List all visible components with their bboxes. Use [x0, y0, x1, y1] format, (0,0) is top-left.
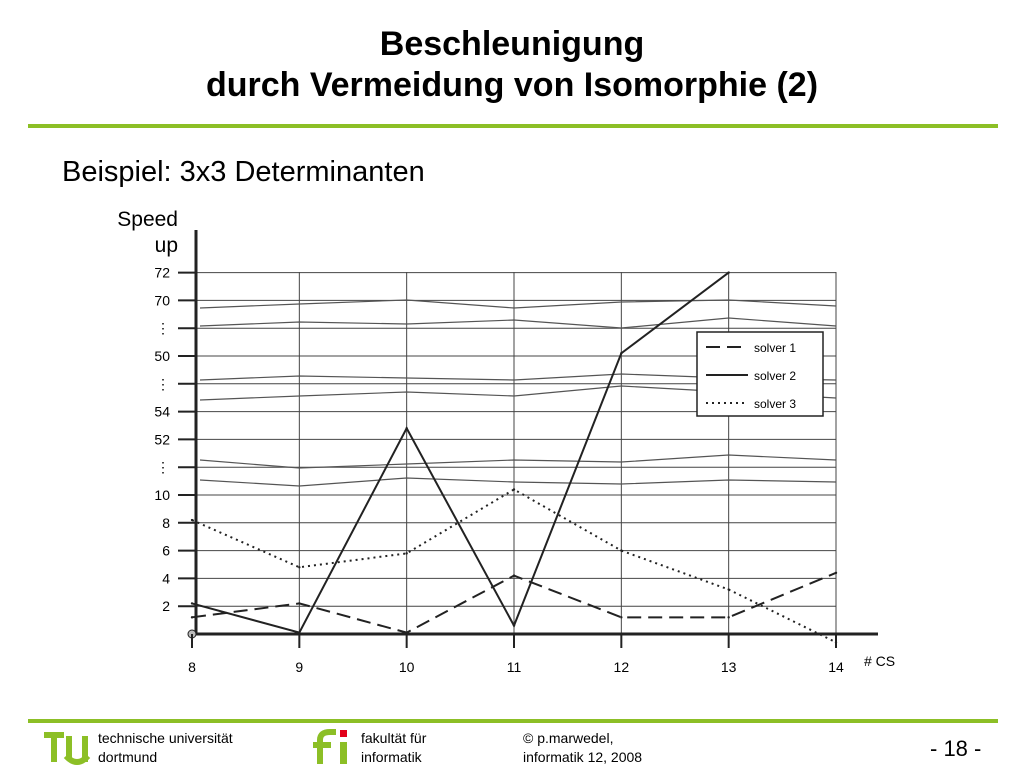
university-line-2: dortmund: [98, 749, 158, 765]
legend-label: solver 3: [754, 397, 797, 411]
y-tick-label: 52: [154, 431, 170, 448]
y-tick-label: 2: [162, 598, 170, 615]
y-tick-label: 10: [154, 487, 170, 503]
x-tick-label: 14: [828, 659, 844, 675]
series-point: [191, 519, 193, 521]
x-tick-label: 11: [506, 659, 522, 675]
background-curve: [200, 300, 836, 308]
tu-logo: [40, 726, 92, 766]
series-point: [405, 552, 407, 554]
series-point: [191, 616, 193, 618]
slide-subtitle: Beispiel: 3x3 Determinanten: [62, 156, 425, 188]
y-tick-label: ⋮: [156, 459, 170, 476]
series-point: [298, 566, 300, 568]
series-point: [835, 641, 837, 643]
background-curve: [200, 455, 836, 468]
series-point: [405, 631, 407, 633]
y-axis-label-line-2: up: [154, 234, 178, 257]
y-tick-label: 50: [154, 348, 170, 364]
faculty-name: [361, 729, 426, 767]
y-axis-label-line-1: Speed: [117, 208, 178, 231]
faculty-line-2: informatik: [361, 749, 422, 765]
series-point: [405, 427, 407, 429]
legend-label: solver 1: [754, 341, 797, 355]
series-point: [620, 549, 622, 551]
series-point: [727, 588, 729, 590]
page-number: - 18 -: [930, 736, 982, 761]
copyright-line-1: © p.marwedel,: [523, 730, 614, 746]
slide-title-line-2: durch Vermeidung von Isomorphie (2): [205, 66, 819, 104]
chart-legend: [697, 332, 823, 416]
series-point: [835, 572, 837, 574]
copyright-notice: [523, 729, 642, 767]
slide-title-line-1: Beschleunigung: [379, 25, 645, 63]
x-tick-label: 9: [295, 659, 304, 675]
legend-label: solver 2: [754, 369, 797, 383]
series-point: [513, 624, 515, 626]
x-tick-label: 13: [720, 659, 737, 675]
copyright-line-2: informatik 12, 2008: [523, 749, 643, 765]
series-point: [298, 631, 300, 633]
series-point: [298, 602, 300, 604]
y-tick-label: 8: [162, 514, 170, 531]
y-tick-label: 70: [154, 292, 170, 309]
series-point: [727, 271, 729, 273]
x-tick-label: 8: [188, 659, 196, 675]
bottom-accent-rule: [28, 719, 998, 723]
x-tick-label: 12: [613, 659, 630, 675]
series-point: [191, 602, 193, 604]
series-point: [513, 488, 515, 490]
series-point: [727, 616, 729, 618]
y-tick-label: ⋮: [156, 375, 170, 392]
series-point: [513, 574, 515, 576]
x-axis-label: # CS: [864, 653, 896, 669]
y-tick-label: 6: [162, 542, 170, 559]
grid-lines: [196, 272, 836, 634]
university-line-1: technische universität: [98, 730, 233, 746]
y-tick-label: 4: [162, 570, 170, 587]
fi-logo: [310, 726, 356, 766]
x-tick-label: 10: [398, 659, 415, 675]
background-curve: [200, 318, 836, 328]
university-name: [98, 729, 233, 767]
series-point: [620, 352, 622, 354]
background-curve: [200, 478, 836, 486]
faculty-line-1: fakultät für: [361, 730, 427, 746]
y-tick-label: ⋮: [156, 320, 170, 337]
series-point: [620, 616, 622, 618]
y-tick-label: 54: [154, 403, 170, 420]
y-tick-label: 72: [154, 264, 170, 281]
